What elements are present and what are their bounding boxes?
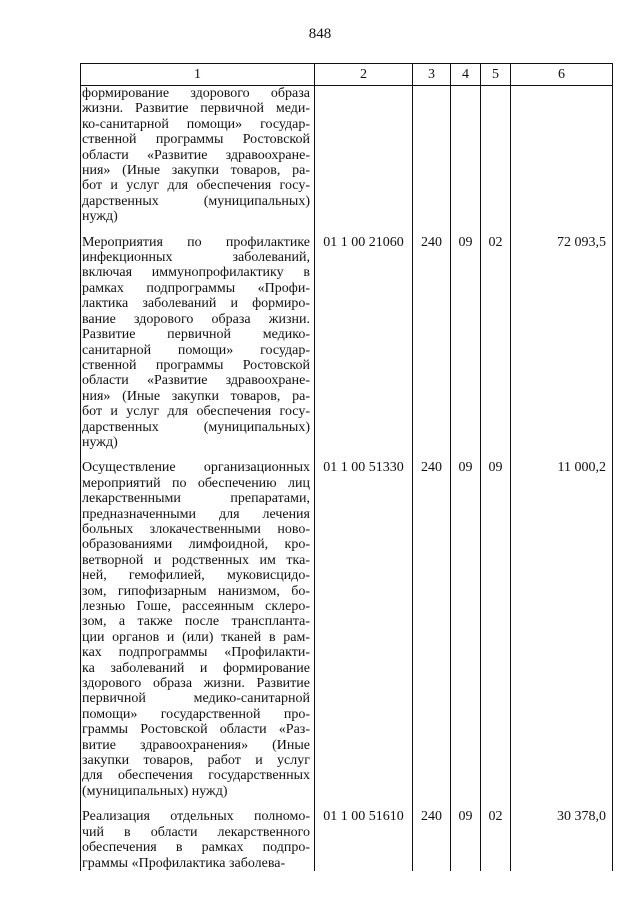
description-line: закупки товаров, работ и услуг bbox=[82, 753, 310, 769]
column-header-2: 2 bbox=[315, 64, 413, 86]
description-line: ней, гемофилией, муковисцидо- bbox=[82, 568, 310, 584]
description-line: ка заболеваний и формирование bbox=[82, 660, 310, 676]
description-line: ственной программы Ростовской bbox=[82, 357, 310, 373]
description-line: лекарственными препаратами, bbox=[82, 491, 310, 507]
description-line: дарственных (муниципальных) bbox=[82, 193, 310, 209]
description-line: бот и услуг для обеспечения госу- bbox=[82, 404, 310, 420]
description-line: (муниципальных) нужд) bbox=[82, 783, 228, 799]
row-amount: 72 093,5 bbox=[511, 225, 613, 451]
description-line: больных злокачественными ново- bbox=[82, 521, 310, 537]
description-line: области «Развитие здравоохране- bbox=[82, 373, 310, 389]
column-header-5: 5 bbox=[481, 64, 511, 86]
column-header-6: 6 bbox=[511, 64, 613, 86]
row-subsection: 02 bbox=[481, 799, 511, 871]
row-expense-type: 240 bbox=[413, 225, 451, 451]
description-line: граммы «Профилактика заболева- bbox=[82, 855, 286, 871]
row-description bbox=[81, 450, 315, 799]
header-row bbox=[81, 64, 613, 86]
description-line: помощи» государственной про- bbox=[82, 706, 310, 722]
row-section: 09 bbox=[451, 450, 481, 799]
description-line: предназначенными для лечения bbox=[82, 506, 310, 522]
row-description bbox=[81, 225, 315, 451]
description-line: ния» (Иные закупки товаров, ра- bbox=[82, 163, 310, 179]
column-header-1: 1 bbox=[81, 64, 315, 86]
description-line: формирование здорового образа bbox=[82, 86, 310, 101]
description-line: ветворной и родственных им тка- bbox=[82, 552, 310, 568]
row-description bbox=[81, 799, 315, 871]
description-line: нужд) bbox=[82, 209, 118, 225]
column-header-4: 4 bbox=[451, 64, 481, 86]
description-line: санитарной помощи» государ- bbox=[82, 342, 310, 358]
row-expense-type: 240 bbox=[413, 450, 451, 799]
description-line: мероприятий по обеспечению лиц bbox=[82, 475, 310, 491]
row-description bbox=[81, 86, 315, 225]
budget-table bbox=[80, 63, 613, 871]
description-line: ственной программы Ростовской bbox=[82, 132, 310, 148]
row-section: 09 bbox=[451, 799, 481, 871]
description-line: зом, гипофизарным нанизмом, бо- bbox=[82, 583, 310, 599]
description-line: вание здорового образа жизни. bbox=[82, 311, 310, 327]
row-amount: 11 000,2 bbox=[511, 450, 613, 799]
row-expense-type bbox=[413, 86, 451, 225]
table-row bbox=[81, 225, 613, 451]
description-line: ции органов и (или) тканей в рам- bbox=[82, 629, 310, 645]
description-line: здорового образа жизни. Развитие bbox=[82, 676, 310, 692]
description-line: зом, а также после транспланта- bbox=[82, 614, 310, 630]
page-number: 848 bbox=[308, 26, 332, 42]
description-line: жизни. Развитие первичной меди- bbox=[82, 101, 310, 117]
row-code: 01 1 00 51330 bbox=[315, 450, 413, 799]
description-line: лезнью Гоше, рассеянным склеро- bbox=[82, 599, 310, 614]
row-section: 09 bbox=[451, 225, 481, 451]
description-line: для обеспечения государственных bbox=[82, 768, 310, 784]
row-amount: 30 378,0 bbox=[511, 799, 613, 871]
description-line: Развитие первичной медико- bbox=[82, 327, 310, 343]
description-line: витие здравоохранения» (Иные bbox=[82, 737, 310, 753]
description-line: Мероприятия по профилактике bbox=[82, 234, 310, 250]
description-line: рамках подпрограммы «Профи- bbox=[82, 280, 310, 296]
description-line: бот и услуг для обеспечения госу- bbox=[82, 178, 310, 194]
description-line: чий в области лекарственного bbox=[82, 824, 310, 840]
row-subsection bbox=[481, 86, 511, 225]
row-expense-type: 240 bbox=[413, 799, 451, 871]
row-subsection: 02 bbox=[481, 225, 511, 451]
table-header bbox=[81, 64, 613, 86]
description-line: инфекционных заболеваний, bbox=[82, 250, 310, 266]
description-line: включая иммунопрофилактику в bbox=[82, 265, 310, 281]
row-section bbox=[451, 86, 481, 225]
table-row bbox=[81, 799, 613, 871]
row-code bbox=[315, 86, 413, 225]
description-line: первичной медико-санитарной bbox=[82, 691, 310, 707]
description-line: ния» (Иные закупки товаров, ра- bbox=[82, 388, 310, 404]
row-subsection: 09 bbox=[481, 450, 511, 799]
description-line: лактика заболеваний и формиро- bbox=[82, 296, 310, 312]
description-line: ках подпрограммы «Профилакти- bbox=[82, 645, 310, 661]
table-row bbox=[81, 86, 613, 225]
description-line: образованиями лимфоидной, кро- bbox=[82, 537, 310, 553]
table-row bbox=[81, 450, 613, 799]
description-line: нужд) bbox=[82, 434, 118, 450]
column-header-3: 3 bbox=[413, 64, 451, 86]
row-code: 01 1 00 21060 bbox=[315, 225, 413, 451]
description-line: граммы Ростовской области «Раз- bbox=[82, 722, 310, 738]
description-line: области «Развитие здравоохране- bbox=[82, 147, 310, 163]
description-line: Реализация отдельных полномо- bbox=[82, 809, 310, 825]
row-amount bbox=[511, 86, 613, 225]
description-line: обеспечения в рамках подпро- bbox=[82, 840, 310, 856]
description-line: дарственных (муниципальных) bbox=[82, 419, 310, 435]
description-line: ко-санитарной помощи» государ- bbox=[82, 116, 310, 132]
table-body bbox=[81, 86, 613, 871]
row-code: 01 1 00 51610 bbox=[315, 799, 413, 871]
description-line: Осуществление организационных bbox=[82, 460, 310, 476]
